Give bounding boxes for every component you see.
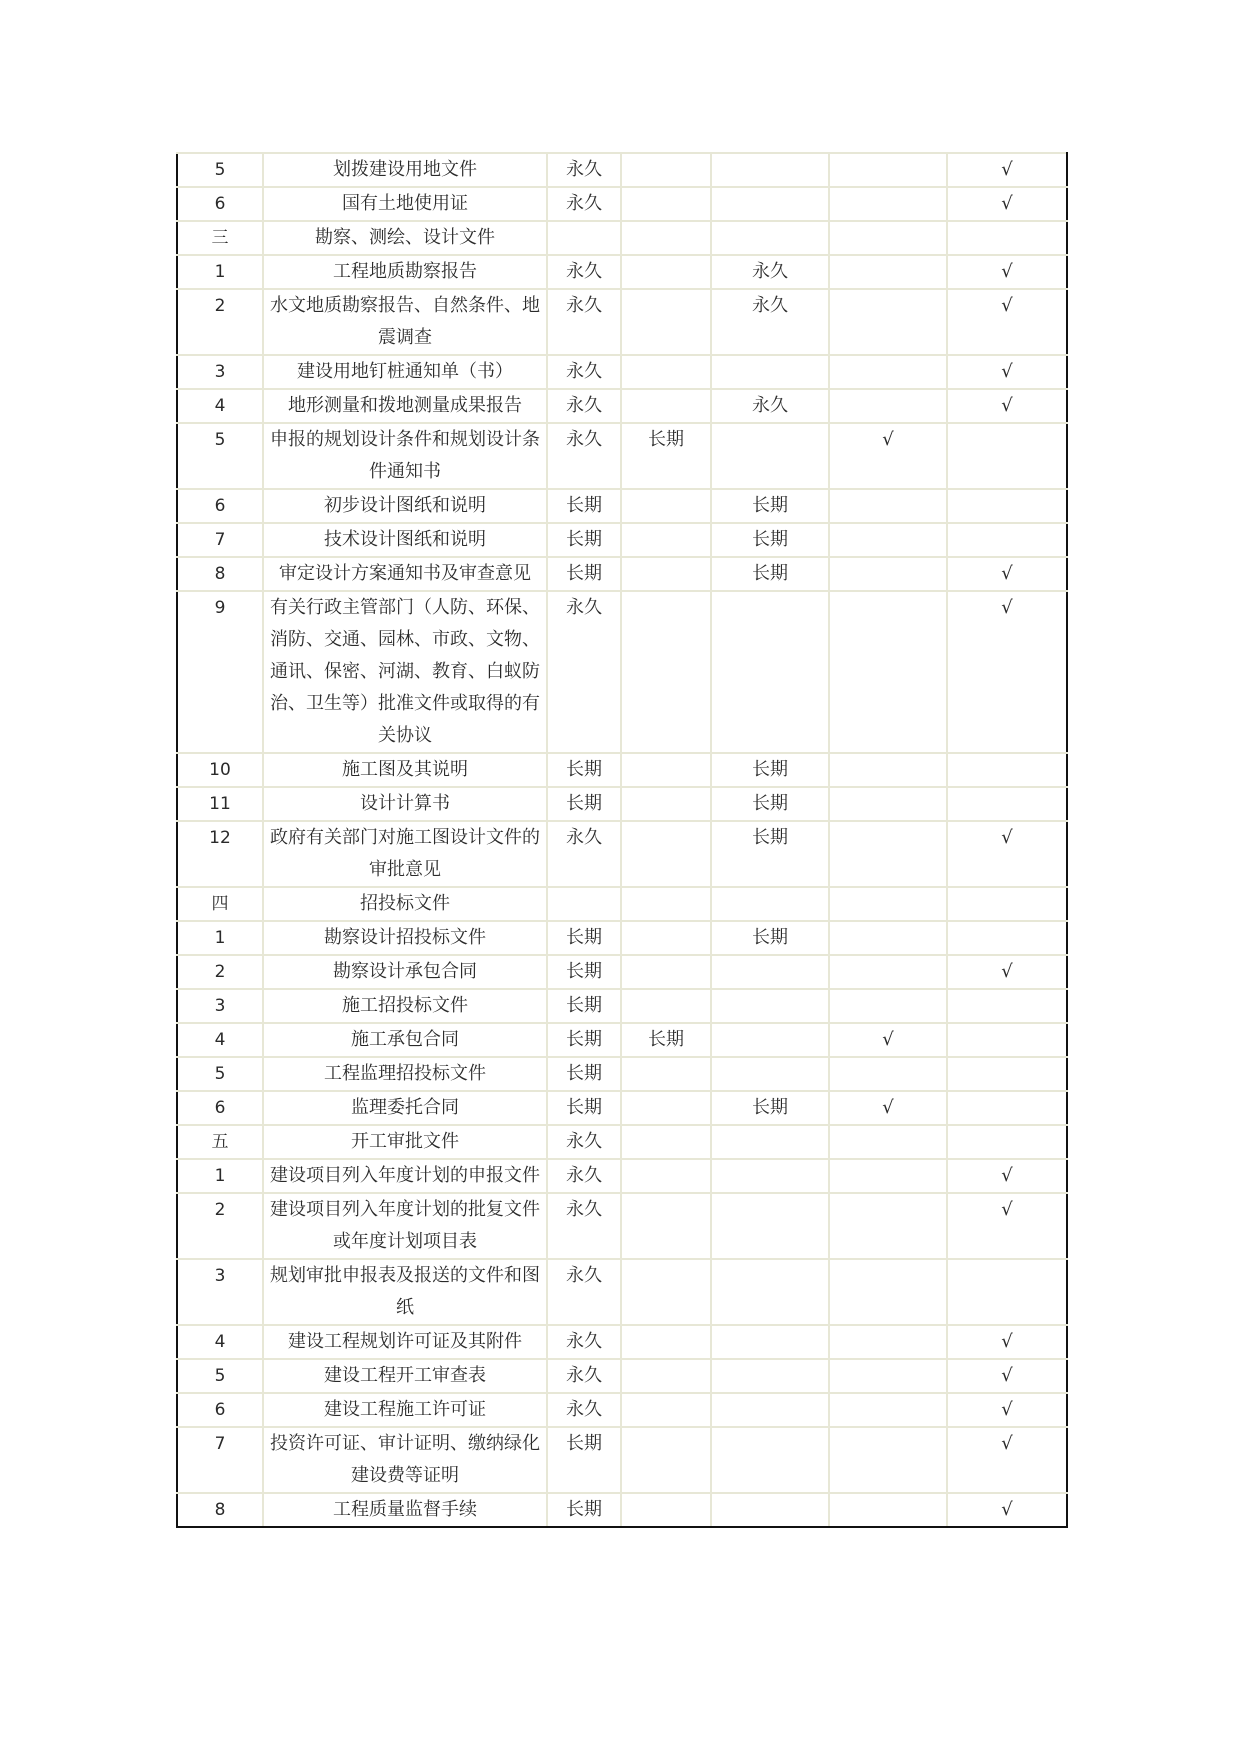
check-column-4 [829, 591, 947, 753]
row-number: 2 [177, 1193, 263, 1259]
document-name: 勘察设计承包合同 [263, 955, 547, 989]
retention-period-3 [711, 1393, 829, 1427]
retention-period-3 [711, 153, 829, 187]
check-column-5 [947, 921, 1067, 955]
document-name: 建设工程开工审查表 [263, 1359, 547, 1393]
retention-period-3: 长期 [711, 921, 829, 955]
check-column-4: √ [829, 1023, 947, 1057]
check-column-4 [829, 1493, 947, 1527]
retention-period-1: 永久 [547, 1193, 621, 1259]
table-row [177, 1057, 1067, 1091]
retention-period-2 [621, 1091, 711, 1125]
row-number: 四 [177, 887, 263, 921]
retention-period-1: 长期 [547, 1493, 621, 1527]
retention-period-2 [621, 153, 711, 187]
check-column-5 [947, 423, 1067, 489]
retention-period-2 [621, 523, 711, 557]
retention-period-3 [711, 423, 829, 489]
check-column-5 [947, 989, 1067, 1023]
check-column-5: √ [947, 591, 1067, 753]
retention-period-1: 永久 [547, 821, 621, 887]
retention-period-3 [711, 1359, 829, 1393]
document-name [263, 591, 547, 753]
check-column-5 [947, 753, 1067, 787]
table-row [177, 523, 1067, 557]
retention-period-1: 永久 [547, 1359, 621, 1393]
document-name [263, 821, 547, 887]
check-column-4 [829, 289, 947, 355]
row-number: 3 [177, 355, 263, 389]
check-column-5: √ [947, 955, 1067, 989]
retention-period-1: 永久 [547, 153, 621, 187]
check-column-4 [829, 523, 947, 557]
row-number: 2 [177, 289, 263, 355]
document-name: 设计计算书 [263, 787, 547, 821]
retention-period-2 [621, 1493, 711, 1527]
check-column-5: √ [947, 153, 1067, 187]
retention-period-2 [621, 289, 711, 355]
table-row [177, 557, 1067, 591]
row-number: 7 [177, 1427, 263, 1493]
retention-period-2 [621, 921, 711, 955]
table-body [177, 153, 1067, 1527]
document-name: 开工审批文件 [263, 1125, 547, 1159]
retention-period-2 [621, 489, 711, 523]
document-name: 建设工程规划许可证及其附件 [263, 1325, 547, 1359]
retention-period-3: 长期 [711, 489, 829, 523]
check-column-5 [947, 489, 1067, 523]
row-number: 10 [177, 753, 263, 787]
document-name: 施工承包合同 [263, 1023, 547, 1057]
table-row [177, 389, 1067, 423]
document-name [263, 1259, 547, 1325]
table-row [177, 355, 1067, 389]
row-number: 1 [177, 255, 263, 289]
retention-period-1: 永久 [547, 289, 621, 355]
row-number: 五 [177, 1125, 263, 1159]
row-number: 8 [177, 1493, 263, 1527]
retention-period-3: 长期 [711, 787, 829, 821]
document-name [263, 1427, 547, 1493]
check-column-4 [829, 557, 947, 591]
retention-period-3 [711, 187, 829, 221]
check-column-4 [829, 1427, 947, 1493]
row-number: 1 [177, 921, 263, 955]
document-name: 审定设计方案通知书及审查意见 [263, 557, 547, 591]
document-name-text: 水文地质勘察报告、自然条件、地震调查 [270, 295, 540, 348]
table-row [177, 955, 1067, 989]
retention-period-2 [621, 591, 711, 753]
row-number: 2 [177, 955, 263, 989]
table-row [177, 289, 1067, 355]
check-column-5 [947, 1125, 1067, 1159]
check-column-5: √ [947, 355, 1067, 389]
retention-period-2 [621, 1125, 711, 1159]
table-row [177, 1159, 1067, 1193]
retention-period-3: 长期 [711, 1091, 829, 1125]
document-name: 工程地质勘察报告 [263, 255, 547, 289]
retention-period-2 [621, 255, 711, 289]
document-name: 初步设计图纸和说明 [263, 489, 547, 523]
check-column-5 [947, 523, 1067, 557]
retention-period-3: 永久 [711, 289, 829, 355]
check-column-5: √ [947, 1393, 1067, 1427]
retention-period-2 [621, 1193, 711, 1259]
retention-period-1: 永久 [547, 355, 621, 389]
retention-period-3 [711, 1023, 829, 1057]
table-row [177, 1427, 1067, 1493]
check-column-5: √ [947, 1193, 1067, 1259]
retention-period-2 [621, 1325, 711, 1359]
retention-period-1: 长期 [547, 753, 621, 787]
retention-period-2 [621, 753, 711, 787]
document-name: 工程质量监督手续 [263, 1493, 547, 1527]
check-column-4 [829, 355, 947, 389]
retention-period-2 [621, 821, 711, 887]
retention-period-3 [711, 355, 829, 389]
row-number: 4 [177, 1325, 263, 1359]
row-number: 12 [177, 821, 263, 887]
check-column-4 [829, 1359, 947, 1393]
check-column-5 [947, 1091, 1067, 1125]
retention-period-1: 长期 [547, 1057, 621, 1091]
table-row [177, 1259, 1067, 1325]
retention-period-1: 永久 [547, 423, 621, 489]
table-row [177, 423, 1067, 489]
row-number: 三 [177, 221, 263, 255]
check-column-4 [829, 1159, 947, 1193]
table-row [177, 591, 1067, 753]
retention-period-1: 长期 [547, 787, 621, 821]
retention-period-3: 永久 [711, 389, 829, 423]
retention-period-2 [621, 1159, 711, 1193]
table-row [177, 921, 1067, 955]
retention-period-3 [711, 1125, 829, 1159]
check-column-5 [947, 887, 1067, 921]
retention-period-1: 永久 [547, 1325, 621, 1359]
document-name: 地形测量和拨地测量成果报告 [263, 389, 547, 423]
table-row [177, 821, 1067, 887]
document-name: 建设工程施工许可证 [263, 1393, 547, 1427]
retention-period-1: 长期 [547, 1091, 621, 1125]
retention-period-3 [711, 1427, 829, 1493]
retention-period-2 [621, 787, 711, 821]
retention-period-3 [711, 1493, 829, 1527]
retention-period-3 [711, 887, 829, 921]
retention-period-3: 永久 [711, 255, 829, 289]
retention-period-1 [547, 887, 621, 921]
check-column-5 [947, 1259, 1067, 1325]
check-column-4 [829, 153, 947, 187]
retention-period-2 [621, 221, 711, 255]
retention-period-2 [621, 887, 711, 921]
check-column-4: √ [829, 1091, 947, 1125]
check-column-4 [829, 787, 947, 821]
document-name: 国有土地使用证 [263, 187, 547, 221]
retention-period-1: 永久 [547, 591, 621, 753]
retention-period-1 [547, 221, 621, 255]
retention-period-2 [621, 1393, 711, 1427]
retention-period-1: 永久 [547, 187, 621, 221]
archive-retention-table [176, 152, 1068, 1528]
row-number: 6 [177, 187, 263, 221]
check-column-4 [829, 821, 947, 887]
check-column-5: √ [947, 187, 1067, 221]
document-name: 建设用地钉桩通知单（书） [263, 355, 547, 389]
document-name-text: 申报的规划设计条件和规划设计条件通知书 [270, 429, 540, 482]
table-row [177, 1493, 1067, 1527]
retention-period-3 [711, 989, 829, 1023]
check-column-4 [829, 921, 947, 955]
document-name: 施工图及其说明 [263, 753, 547, 787]
check-column-4: √ [829, 423, 947, 489]
row-number: 6 [177, 1091, 263, 1125]
retention-period-3 [711, 1259, 829, 1325]
check-column-5: √ [947, 389, 1067, 423]
table-row [177, 255, 1067, 289]
retention-period-2: 长期 [621, 1023, 711, 1057]
check-column-4 [829, 989, 947, 1023]
row-number: 7 [177, 523, 263, 557]
check-column-4 [829, 221, 947, 255]
check-column-4 [829, 887, 947, 921]
document-name [263, 423, 547, 489]
table-row [177, 187, 1067, 221]
row-number: 3 [177, 1259, 263, 1325]
document-name [263, 1193, 547, 1259]
retention-period-3 [711, 1325, 829, 1359]
retention-period-2 [621, 989, 711, 1023]
retention-period-2 [621, 355, 711, 389]
retention-period-2 [621, 1259, 711, 1325]
table-row [177, 221, 1067, 255]
document-name: 施工招投标文件 [263, 989, 547, 1023]
row-number: 3 [177, 989, 263, 1023]
retention-period-1: 永久 [547, 389, 621, 423]
check-column-5 [947, 1023, 1067, 1057]
check-column-5: √ [947, 1493, 1067, 1527]
check-column-4 [829, 1057, 947, 1091]
check-column-4 [829, 1393, 947, 1427]
row-number: 11 [177, 787, 263, 821]
retention-period-1: 永久 [547, 1159, 621, 1193]
retention-period-3 [711, 1193, 829, 1259]
check-column-5: √ [947, 821, 1067, 887]
document-name: 技术设计图纸和说明 [263, 523, 547, 557]
check-column-5: √ [947, 1159, 1067, 1193]
check-column-4 [829, 489, 947, 523]
check-column-4 [829, 255, 947, 289]
table-row [177, 753, 1067, 787]
document-name-text: 政府有关部门对施工图设计文件的审批意见 [270, 827, 540, 880]
row-number: 5 [177, 423, 263, 489]
check-column-5: √ [947, 255, 1067, 289]
document-name: 招投标文件 [263, 887, 547, 921]
retention-period-1: 永久 [547, 255, 621, 289]
check-column-5: √ [947, 1325, 1067, 1359]
table-row [177, 489, 1067, 523]
retention-period-1: 长期 [547, 489, 621, 523]
retention-period-1: 长期 [547, 523, 621, 557]
table-row [177, 1125, 1067, 1159]
document-name [263, 1159, 547, 1193]
retention-period-2 [621, 1057, 711, 1091]
row-number: 4 [177, 389, 263, 423]
row-number: 9 [177, 591, 263, 753]
retention-period-1: 长期 [547, 1023, 621, 1057]
retention-period-3: 长期 [711, 523, 829, 557]
retention-period-1: 长期 [547, 557, 621, 591]
row-number: 6 [177, 1393, 263, 1427]
retention-period-3: 长期 [711, 753, 829, 787]
check-column-4 [829, 389, 947, 423]
table-row [177, 989, 1067, 1023]
document-name [263, 289, 547, 355]
retention-period-2 [621, 557, 711, 591]
table-row [177, 1023, 1067, 1057]
check-column-5 [947, 1057, 1067, 1091]
document-name: 工程监理招投标文件 [263, 1057, 547, 1091]
table-row [177, 1325, 1067, 1359]
check-column-4 [829, 1125, 947, 1159]
check-column-5 [947, 221, 1067, 255]
check-column-4 [829, 187, 947, 221]
row-number: 5 [177, 153, 263, 187]
document-name: 勘察设计招投标文件 [263, 921, 547, 955]
retention-period-1: 永久 [547, 1125, 621, 1159]
document-name: 划拨建设用地文件 [263, 153, 547, 187]
table-row [177, 1393, 1067, 1427]
retention-period-3: 长期 [711, 557, 829, 591]
row-number: 5 [177, 1057, 263, 1091]
document-name-text: 投资许可证、审计证明、缴纳绿化建设费等证明 [270, 1433, 540, 1486]
retention-period-3: 长期 [711, 821, 829, 887]
retention-period-2 [621, 955, 711, 989]
table-row [177, 1193, 1067, 1259]
retention-period-3 [711, 591, 829, 753]
row-number: 8 [177, 557, 263, 591]
table-row [177, 1091, 1067, 1125]
document-name-text: 建设项目列入年度计划的批复文件或年度计划项目表 [270, 1199, 540, 1252]
document-name-text: 建设项目列入年度计划的申报文件 [270, 1165, 540, 1186]
retention-period-1: 永久 [547, 1393, 621, 1427]
document-name: 监理委托合同 [263, 1091, 547, 1125]
table-row [177, 787, 1067, 821]
row-number: 6 [177, 489, 263, 523]
table-row [177, 1359, 1067, 1393]
retention-period-3 [711, 1057, 829, 1091]
retention-period-2 [621, 187, 711, 221]
check-column-5: √ [947, 1359, 1067, 1393]
retention-period-1: 长期 [547, 989, 621, 1023]
document-name-text: 有关行政主管部门（人防、环保、消防、交通、园林、市政、文物、通讯、保密、河湖、教育、白蚁防治、卫生等）批准文件或取得的有关协议 [270, 597, 540, 746]
check-column-4 [829, 1193, 947, 1259]
retention-period-2 [621, 1359, 711, 1393]
retention-period-2: 长期 [621, 423, 711, 489]
retention-period-1: 长期 [547, 921, 621, 955]
row-number: 4 [177, 1023, 263, 1057]
row-number: 5 [177, 1359, 263, 1393]
row-number: 1 [177, 1159, 263, 1193]
check-column-5: √ [947, 289, 1067, 355]
retention-period-2 [621, 1427, 711, 1493]
retention-period-2 [621, 389, 711, 423]
retention-period-3 [711, 221, 829, 255]
retention-period-3 [711, 955, 829, 989]
check-column-4 [829, 753, 947, 787]
check-column-4 [829, 955, 947, 989]
table-row [177, 153, 1067, 187]
check-column-5: √ [947, 557, 1067, 591]
check-column-5: √ [947, 1427, 1067, 1493]
document-name: 勘察、测绘、设计文件 [263, 221, 547, 255]
retention-period-3 [711, 1159, 829, 1193]
retention-period-1: 长期 [547, 1427, 621, 1493]
document-name-text: 规划审批申报表及报送的文件和图纸 [270, 1265, 540, 1318]
table-row [177, 887, 1067, 921]
retention-period-1: 永久 [547, 1259, 621, 1325]
check-column-4 [829, 1259, 947, 1325]
check-column-4 [829, 1325, 947, 1359]
check-column-5 [947, 787, 1067, 821]
retention-period-1: 长期 [547, 955, 621, 989]
